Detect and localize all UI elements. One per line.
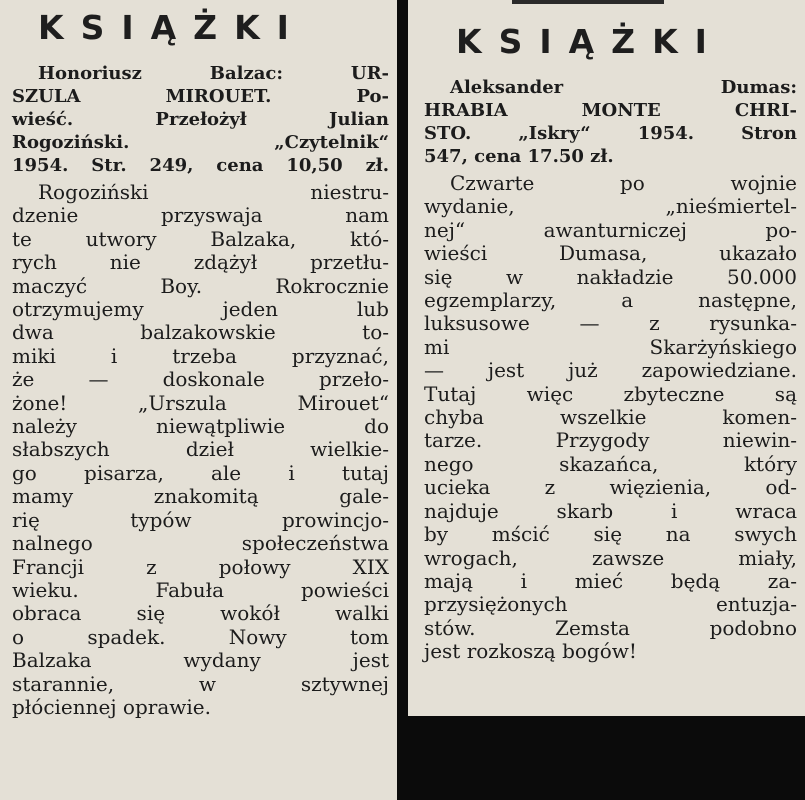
left-clipping — [0, 0, 397, 800]
right-body-line: wieści Dumasa, ukazało — [424, 241, 797, 266]
left-biblio-line: wieść. Przełożył Julian — [12, 109, 389, 130]
right-body-line: jest rozkoszą bogów! — [424, 639, 637, 664]
right-body-line: mi Skarżyńskiego — [424, 334, 797, 359]
left-body-line: słabszych dzieł wielkie- — [12, 437, 389, 462]
right-body-line: Tutaj więc zbyteczne są — [424, 381, 797, 406]
right-body-line: egzemplarzy, a następne, — [424, 288, 797, 313]
left-body-line: otrzymujemy jeden lub — [12, 297, 389, 322]
left-body-line: go pisarza, ale i tutaj — [12, 460, 389, 485]
left-body-line: wieku. Fabuła powieści — [12, 577, 389, 602]
left-body-line: nalnego społeczeństwa — [12, 531, 389, 556]
left-body-line: miki i trzeba przyznać, — [12, 343, 389, 368]
right-body-line: wydanie, „nieśmiertel- — [424, 194, 797, 219]
right-body-line: chyba wszelkie komen- — [424, 405, 797, 430]
right-body-line: by mścić się na swych — [424, 522, 797, 547]
left-biblio-line: SZULA MIROUET. Po- — [12, 86, 389, 107]
left-body-line: o spadek. Nowy tom — [12, 624, 389, 649]
right-body-line: przysiężonych entuzja- — [424, 592, 797, 617]
right-body-line: się w nakładzie 50.000 — [424, 264, 797, 289]
left-bibliography — [12, 62, 389, 177]
right-body-line: nego skazańca, który — [424, 451, 797, 476]
right-review-body — [424, 172, 797, 664]
right-body-line: tarze. Przygody niewin- — [424, 428, 797, 453]
left-biblio-line: Honoriusz Balzac: UR- — [38, 63, 389, 84]
left-body-line: obraca się wokół walki — [12, 601, 389, 626]
right-body-line: mają i mieć będą za- — [424, 568, 797, 593]
right-heading: KSIĄŻKI — [456, 22, 724, 61]
right-body-line: nej“ awanturniczej po- — [424, 217, 797, 242]
right-body-line: najduje skarb i wraca — [424, 498, 797, 523]
left-body-line: mamy znakomitą gale- — [12, 484, 389, 509]
left-body-line: rię typów prowincjo- — [12, 507, 389, 532]
left-body-line: maczyć Boy. Rokrocznie — [12, 273, 389, 298]
right-body-line: stów. Zemsta podobno — [424, 615, 797, 640]
left-body-line: dzenie przyswaja nam — [12, 203, 389, 228]
left-body-line: rych nie zdążył przetłu- — [12, 250, 389, 275]
left-body-line: Balzaka wydany jest — [12, 648, 389, 673]
right-biblio-line: STO. „Iskry“ 1954. Stron — [424, 123, 797, 144]
left-body-line: żone! „Urszula Mirouet“ — [12, 390, 389, 415]
left-biblio-line: 1954. Str. 249, cena 10,50 zł. — [12, 155, 389, 176]
right-body-line: ucieka z więzienia, od- — [424, 475, 797, 500]
right-body-line: luksusowe — z rysunka- — [424, 311, 797, 336]
left-body-line: Francji z połowy XIX — [12, 554, 389, 579]
left-body-line: płóciennej oprawie. — [12, 694, 211, 719]
left-body-line: starannie, w sztywnej — [12, 671, 389, 696]
right-biblio-line: HRABIA MONTE CHRI- — [424, 100, 797, 121]
left-review-body — [12, 181, 389, 719]
left-body-line: należy niewątpliwie do — [12, 414, 389, 439]
left-body-line: że — doskonale przeło- — [12, 367, 389, 392]
right-body-line: — jest już zapowiedziane. — [424, 358, 797, 383]
right-biblio-line: Aleksander Dumas: — [450, 77, 797, 98]
right-biblio-line: 547, cena 17.50 zł. — [424, 146, 614, 167]
right-bibliography — [424, 76, 797, 168]
top-rule-divider — [512, 0, 664, 4]
left-body-line: dwa balzakowskie to- — [12, 320, 389, 345]
left-biblio-line: Rogoziński. „Czytelnik“ — [12, 132, 389, 153]
right-body-line: wrogach, zawsze miały, — [424, 545, 797, 570]
left-heading: KSIĄŻKI — [38, 8, 306, 47]
right-clipping — [408, 0, 805, 716]
left-body-line: Rogoziński niestru- — [38, 180, 389, 204]
left-body-line: te utwory Balzaka, któ- — [12, 226, 389, 251]
right-body-line: Czwarte po wojnie — [450, 171, 797, 195]
